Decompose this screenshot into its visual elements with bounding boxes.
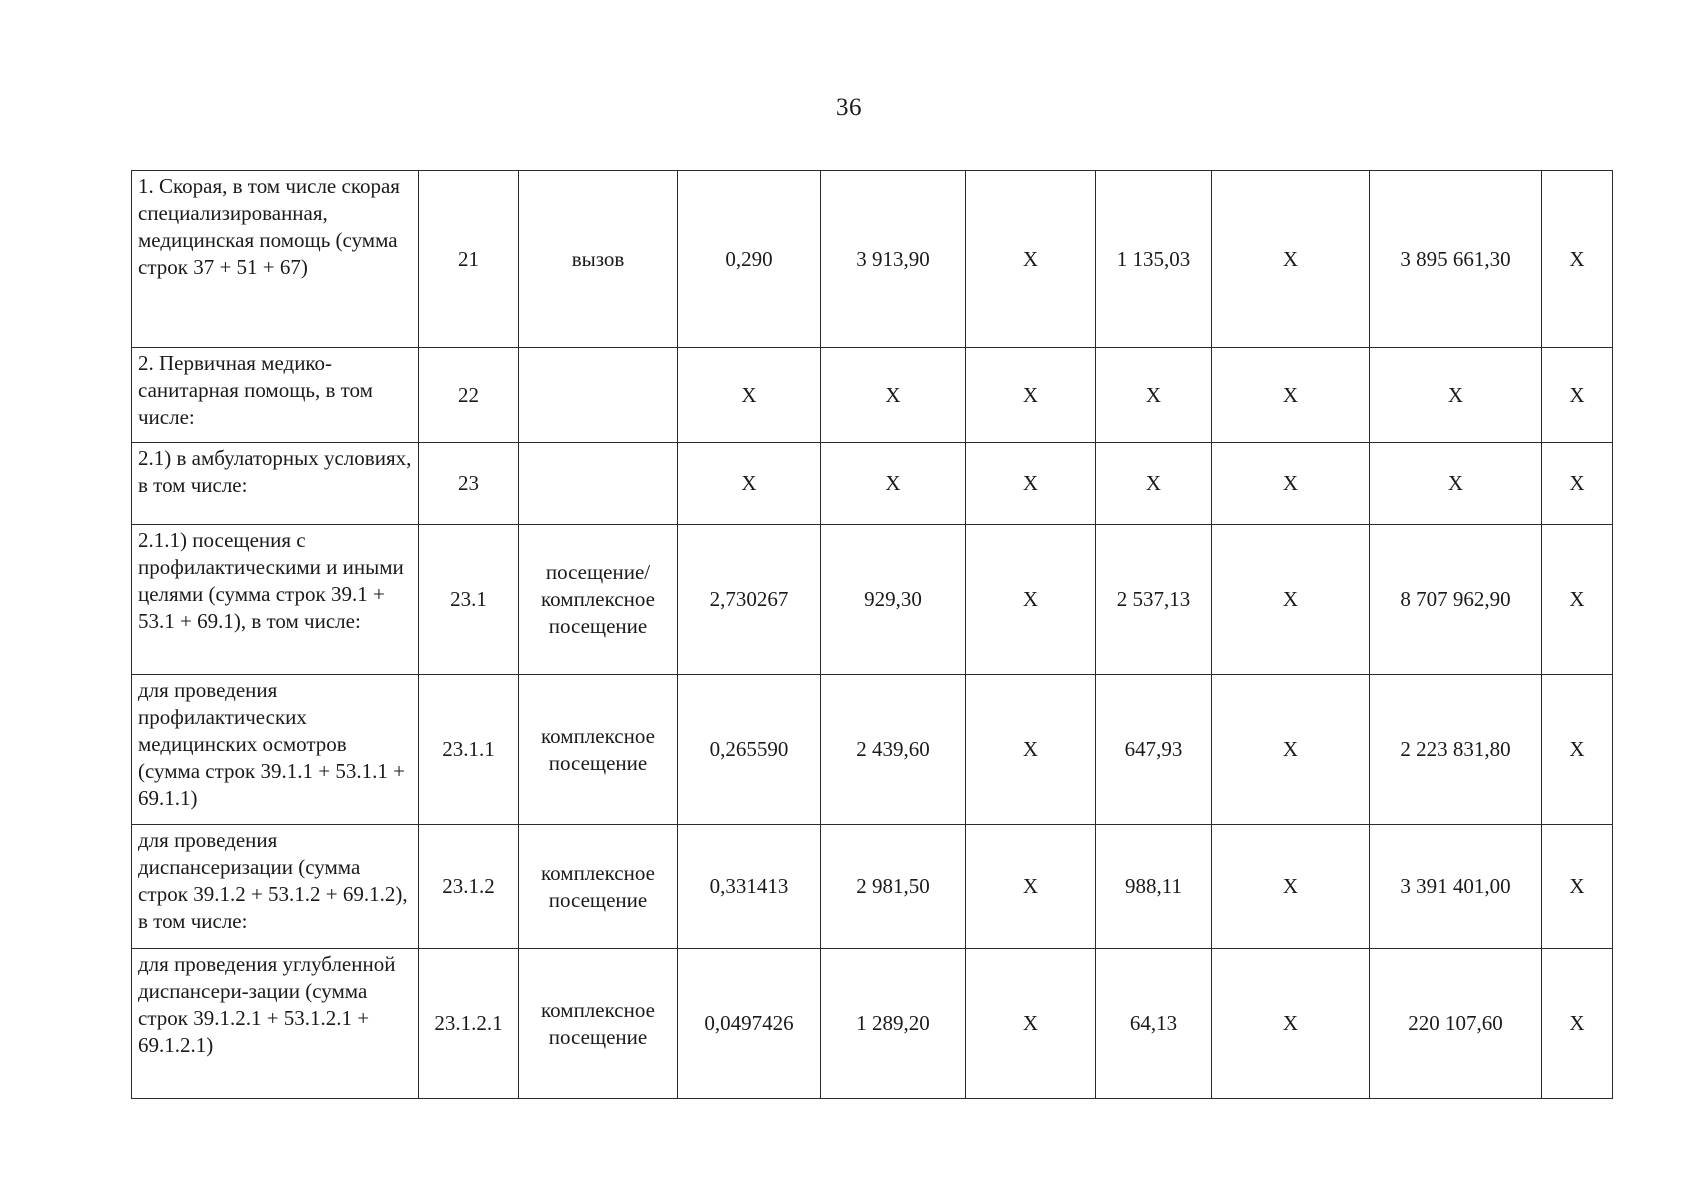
row-line-number: 23.1 bbox=[419, 525, 519, 675]
row-cell-7: 988,11 bbox=[1096, 825, 1212, 949]
row-cost: 929,30 bbox=[821, 525, 966, 675]
row-cell-7: 2 537,13 bbox=[1096, 525, 1212, 675]
row-name: для проведения диспансеризации (сумма строк 39.1.2 + 53.1.2 + 69.1.2), в том числе: bbox=[132, 825, 419, 949]
row-cell-6: Х bbox=[966, 949, 1096, 1099]
row-volume: 2,730267 bbox=[678, 525, 821, 675]
row-name: для проведения углубленной диспансери-зации (сумма строк 39.1.2.1 + 53.1.2.1 + 69.1.2.1) bbox=[132, 949, 419, 1099]
row-unit: комплексное посещение bbox=[519, 825, 678, 949]
page-number: 36 bbox=[836, 94, 862, 121]
row-line-number: 22 bbox=[419, 348, 519, 443]
table-row bbox=[132, 348, 1613, 443]
table-row bbox=[132, 675, 1613, 825]
row-cell-8: Х bbox=[1212, 171, 1370, 348]
row-cell-10: Х bbox=[1542, 171, 1613, 348]
row-cost: Х bbox=[821, 348, 966, 443]
row-cell-7: 647,93 bbox=[1096, 675, 1212, 825]
data-table bbox=[131, 170, 1613, 1099]
row-cell-6: Х bbox=[966, 443, 1096, 525]
row-volume: 0,0497426 bbox=[678, 949, 821, 1099]
row-unit bbox=[519, 348, 678, 443]
row-volume: 0,265590 bbox=[678, 675, 821, 825]
row-cell-9: Х bbox=[1370, 348, 1542, 443]
row-cell-9: 3 895 661,30 bbox=[1370, 171, 1542, 348]
row-cell-9: 220 107,60 bbox=[1370, 949, 1542, 1099]
row-name: 1. Скорая, в том числе скорая специализированная, медицинская помощь (сумма строк 37 + 51 + 67) bbox=[132, 171, 419, 348]
row-line-number: 23.1.2.1 bbox=[419, 949, 519, 1099]
row-line-number: 21 bbox=[419, 171, 519, 348]
table-row bbox=[132, 525, 1613, 675]
row-volume: 0,331413 bbox=[678, 825, 821, 949]
row-cell-6: Х bbox=[966, 825, 1096, 949]
row-cell-10: Х bbox=[1542, 675, 1613, 825]
row-unit: вызов bbox=[519, 171, 678, 348]
row-cell-10: Х bbox=[1542, 525, 1613, 675]
row-cell-9: 8 707 962,90 bbox=[1370, 525, 1542, 675]
row-cell-10: Х bbox=[1542, 825, 1613, 949]
row-cell-7: 64,13 bbox=[1096, 949, 1212, 1099]
row-line-number: 23.1.2 bbox=[419, 825, 519, 949]
row-name: 2.1.1) посещения с профилактическими и иными целями (сумма строк 39.1 + 53.1 + 69.1), в том числе: bbox=[132, 525, 419, 675]
row-unit: посещение/ комплексное посещение bbox=[519, 525, 678, 675]
row-cell-8: Х bbox=[1212, 525, 1370, 675]
row-cell-9: 3 391 401,00 bbox=[1370, 825, 1542, 949]
row-cell-6: Х bbox=[966, 171, 1096, 348]
row-cell-6: Х bbox=[966, 675, 1096, 825]
row-volume: Х bbox=[678, 443, 821, 525]
row-cell-7: Х bbox=[1096, 443, 1212, 525]
row-name: 2.1) в амбулаторных условиях, в том числе: bbox=[132, 443, 419, 525]
table-row bbox=[132, 171, 1613, 348]
row-cell-9: 2 223 831,80 bbox=[1370, 675, 1542, 825]
row-cell-10: Х bbox=[1542, 348, 1613, 443]
row-unit: комплексное посещение bbox=[519, 675, 678, 825]
row-cell-7: Х bbox=[1096, 348, 1212, 443]
table-row bbox=[132, 443, 1613, 525]
row-cell-6: Х bbox=[966, 525, 1096, 675]
table-row bbox=[132, 825, 1613, 949]
table-row bbox=[132, 949, 1613, 1099]
row-cell-8: Х bbox=[1212, 443, 1370, 525]
row-name: для проведения профилактических медицинских осмотров (сумма строк 39.1.1 + 53.1.1 + 69.1.1) bbox=[132, 675, 419, 825]
row-cell-10: Х bbox=[1542, 443, 1613, 525]
row-cell-8: Х bbox=[1212, 348, 1370, 443]
row-cell-7: 1 135,03 bbox=[1096, 171, 1212, 348]
row-name: 2. Первичная медико-санитарная помощь, в том числе: bbox=[132, 348, 419, 443]
row-cost: Х bbox=[821, 443, 966, 525]
row-unit: комплексное посещение bbox=[519, 949, 678, 1099]
row-cell-9: Х bbox=[1370, 443, 1542, 525]
row-line-number: 23.1.1 bbox=[419, 675, 519, 825]
row-line-number: 23 bbox=[419, 443, 519, 525]
row-cell-10: Х bbox=[1542, 949, 1613, 1099]
row-cell-8: Х bbox=[1212, 825, 1370, 949]
row-volume: Х bbox=[678, 348, 821, 443]
row-cost: 2 439,60 bbox=[821, 675, 966, 825]
row-volume: 0,290 bbox=[678, 171, 821, 348]
row-cell-8: Х bbox=[1212, 949, 1370, 1099]
row-cell-6: Х bbox=[966, 348, 1096, 443]
row-cost: 1 289,20 bbox=[821, 949, 966, 1099]
row-unit bbox=[519, 443, 678, 525]
row-cost: 3 913,90 bbox=[821, 171, 966, 348]
row-cell-8: Х bbox=[1212, 675, 1370, 825]
row-cost: 2 981,50 bbox=[821, 825, 966, 949]
